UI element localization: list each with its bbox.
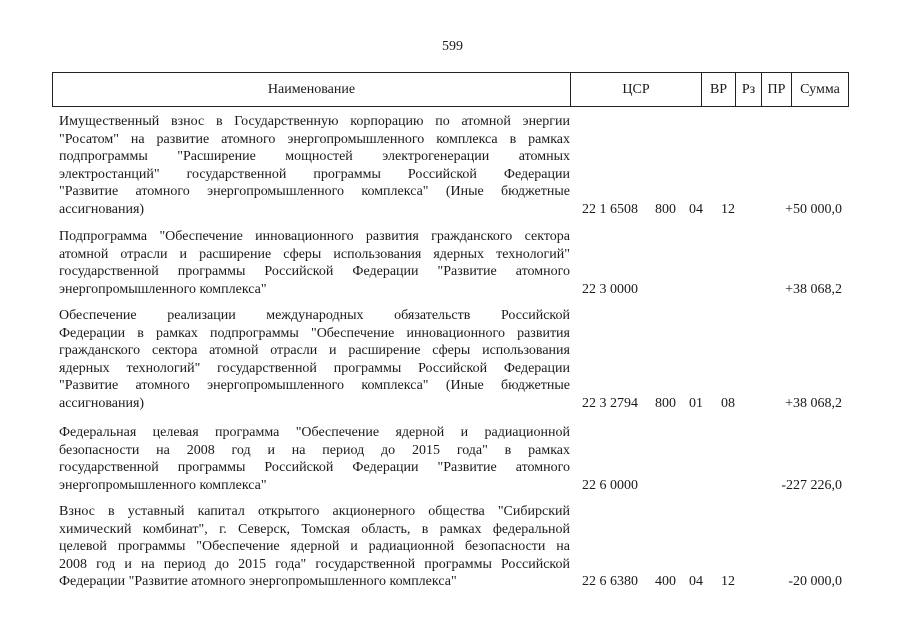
row-name-line: целевой программы "Обеспечение ядерной и радиационной безопасности на xyxy=(59,539,570,555)
row-pr: 12 xyxy=(721,574,735,590)
row-name xyxy=(59,307,570,413)
row-name-line: ассигнования) xyxy=(59,201,145,217)
row-rz: 04 xyxy=(689,574,703,590)
row-vr: 800 xyxy=(655,202,676,217)
row-name-line: Федерации в рамках подпрограммы "Обеспечение инновационного развития xyxy=(59,325,570,341)
row-name-line: ядерных технологий" государственной программы Российской Федерации xyxy=(59,360,570,376)
row-name-line: безопасности на 2008 год и на период до 2015 года" в рамках xyxy=(59,442,570,458)
row-name xyxy=(59,503,570,591)
row-rz: 04 xyxy=(689,202,703,217)
table-header xyxy=(52,72,849,107)
row-name-line: государственной программы Российской Федерации "Развитие атомного xyxy=(59,460,570,476)
header-sum: Сумма xyxy=(791,73,848,106)
row-sum: -20 000,0 xyxy=(788,574,842,590)
header-csr: ЦСР xyxy=(570,73,701,106)
row-name-line: "Развитие атомного энергопромышленного комплекса" (Иные бюджетные xyxy=(59,184,570,200)
table-row xyxy=(52,228,849,298)
row-sum: +38 068,2 xyxy=(785,396,842,411)
row-pr: 12 xyxy=(721,202,735,217)
row-vr: 800 xyxy=(655,396,676,411)
row-name-line: энергопромышленного комплекса" xyxy=(59,281,267,297)
row-csr: 22 3 0000 xyxy=(582,281,638,297)
table-row xyxy=(52,307,849,413)
row-csr: 22 3 2794 xyxy=(582,396,638,411)
row-pr: 08 xyxy=(721,396,735,411)
row-name xyxy=(59,113,570,219)
row-vr: 400 xyxy=(655,574,676,590)
row-name-line: Взнос в уставный капитал открытого акционерного общества "Сибирский xyxy=(59,504,570,519)
row-name-line: государственной программы Российской Федерации "Развитие атомного xyxy=(59,264,570,280)
row-name-line: химический комбинат", г. Северск, Томская область, в рамках федеральной xyxy=(59,521,570,537)
row-name-line: подпрограммы "Расширение мощностей электрогенерации атомных xyxy=(59,149,570,165)
row-sum: +38 068,2 xyxy=(785,281,842,297)
row-name-line: Федерации "Развитие атомного энергопромышленного комплекса" xyxy=(59,574,457,590)
row-csr: 22 6 0000 xyxy=(582,477,638,493)
row-name xyxy=(59,424,570,494)
row-sum: -227 226,0 xyxy=(781,477,842,493)
row-name-line: 2008 год и на период до 2015 года" государственной программы Российской xyxy=(59,556,570,572)
row-name-line: атомной отрасли и расширение сферы использования ядерных технологий" xyxy=(59,246,570,262)
table-row xyxy=(52,503,849,591)
row-name-line: Федеральная целевая программа "Обеспечение ядерной и радиационной xyxy=(59,425,570,440)
row-csr: 22 1 6508 xyxy=(582,202,638,217)
row-name-line: "Росатом" на развитие атомного энергопромышленного комплекса в рамках xyxy=(59,131,570,147)
header-name: Наименование xyxy=(267,82,356,97)
row-csr: 22 6 6380 xyxy=(582,574,638,590)
page-number: 599 xyxy=(442,39,463,54)
row-sum: +50 000,0 xyxy=(785,202,842,217)
table-row xyxy=(52,424,849,494)
row-name-line: Имущественный взнос в Государственную корпорацию по атомной энергии xyxy=(59,114,570,129)
header-vr: ВР xyxy=(701,73,735,106)
header-rz: Рз xyxy=(735,73,761,106)
row-name-line: ассигнования) xyxy=(59,395,145,411)
row-name xyxy=(59,228,570,298)
row-name-line: энергопромышленного комплекса" xyxy=(59,477,267,493)
row-name-line: Обеспечение реализации международных обязательств Российской xyxy=(59,308,570,323)
row-name-line: гражданского сектора атомной отрасли и расширение сферы использования xyxy=(59,343,570,359)
table-row xyxy=(52,113,849,219)
row-name-line: Подпрограмма "Обеспечение инновационного развития гражданского сектора xyxy=(59,229,570,244)
row-name-line: электростанций" государственной программы Российской Федерации xyxy=(59,166,570,182)
row-name-line: "Развитие атомного энергопромышленного комплекса" (Иные бюджетные xyxy=(59,378,570,394)
header-pr: ПР xyxy=(761,73,791,106)
row-rz: 01 xyxy=(689,396,703,411)
